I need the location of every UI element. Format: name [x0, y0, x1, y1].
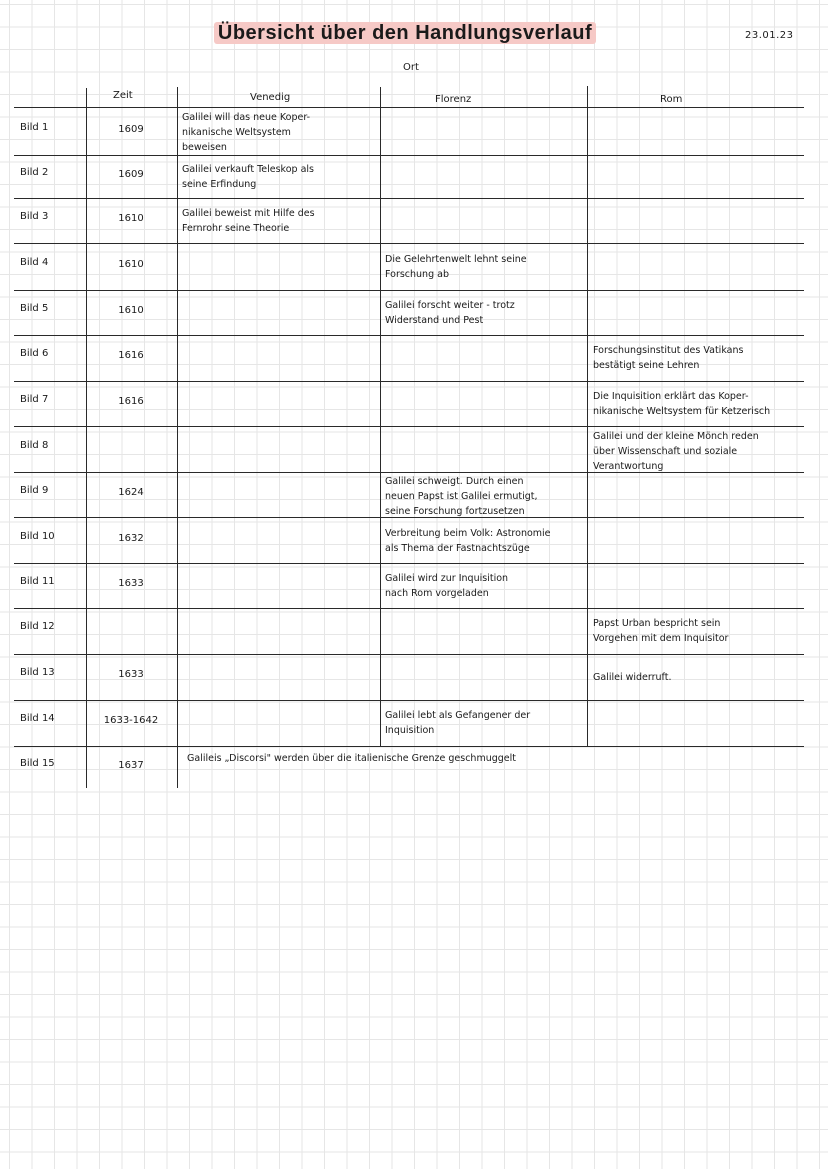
- row-divider: [14, 746, 804, 747]
- page-title: Übersicht über den Handlungsverlauf: [200, 18, 610, 48]
- row-bild-label: Bild 2: [20, 166, 49, 178]
- column-divider: [587, 86, 588, 746]
- row-bild-label: Bild 6: [20, 348, 49, 359]
- header-rom: Rom: [660, 94, 683, 105]
- row-cell-florenz: Verbreitung beim Volk: Astronomie als Thema der Fastnachtszüge: [385, 527, 551, 554]
- row-zeit: 1637: [118, 760, 144, 771]
- row-bild-label: Bild 14: [20, 713, 55, 724]
- row-divider: [14, 198, 804, 199]
- column-divider: [177, 87, 178, 788]
- row-divider: [14, 700, 804, 701]
- row-divider: [14, 563, 804, 564]
- header-venedig: Venedig: [250, 92, 291, 103]
- row-cell-florenz: Galilei forscht weiter - trotz Widerstand und Pest: [385, 299, 515, 326]
- row-divider: [14, 381, 804, 382]
- row-divider: [14, 335, 804, 336]
- row-bild-label: Bild 5: [20, 302, 49, 314]
- column-divider: [380, 87, 381, 746]
- row-bild-label: Bild 4: [20, 257, 49, 268]
- row-cell-florenz: Galilei lebt als Gefangener der Inquisition: [385, 710, 531, 736]
- row-bild-label: Bild 9: [20, 485, 49, 496]
- row-zeit: 1609: [118, 168, 144, 180]
- row-zeit: 1633: [118, 577, 144, 589]
- row-cell-rom: Galilei widerruft.: [593, 671, 672, 683]
- row-divider: [14, 654, 804, 655]
- row-zeit: 1610: [118, 213, 144, 224]
- row-bild-label: Bild 7: [20, 394, 49, 405]
- ort-label: Ort: [403, 62, 419, 73]
- header-zeit: Zeit: [113, 90, 133, 101]
- row-zeit: 1633: [118, 669, 144, 680]
- row-cell-florenz: Galilei schweigt. Durch einen neuen Papst ist Galilei ermutigt, seine Forschung fortzusetzen: [385, 476, 538, 517]
- row-zeit: 1632: [118, 532, 144, 544]
- date-label: 23.01.23: [745, 30, 794, 41]
- row-divider: [14, 155, 804, 156]
- row-divider: [14, 290, 804, 291]
- row-cell-venedig: Galileis „Discorsi" werden über die italienische Grenze geschmuggelt: [187, 753, 517, 764]
- row-bild-label: Bild 8: [20, 439, 49, 451]
- row-zeit: 1616: [118, 396, 144, 407]
- row-zeit: 1610: [118, 304, 144, 316]
- row-cell-rom: Galilei und der kleine Mönch reden über Wissenschaft und soziale Verantwortung: [593, 431, 759, 472]
- row-zeit: 1624: [118, 487, 144, 498]
- row-cell-rom: Papst Urban bespricht sein Vorgehen mit dem Inquisitor: [593, 618, 729, 644]
- row-cell-rom: Die Inquisition erklärt das Koper- nikanische Weltsystem für Ketzerisch: [593, 391, 771, 417]
- row-cell-venedig: Galilei will das neue Koper- nikanische Weltsystem beweisen: [182, 112, 311, 153]
- row-divider: [14, 107, 804, 108]
- row-cell-florenz: Die Gelehrtenwelt lehnt seine Forschung ab: [385, 254, 527, 280]
- row-bild-label: Bild 12: [20, 621, 55, 632]
- row-cell-florenz: Galilei wird zur Inquisition nach Rom vorgeladen: [385, 572, 509, 599]
- row-zeit: 1633-1642: [103, 715, 159, 726]
- row-cell-rom: Forschungsinstitut des Vatikans bestätigt seine Lehren: [593, 345, 744, 371]
- row-cell-venedig: Galilei beweist mit Hilfe des Fernrohr seine Theorie: [182, 208, 315, 234]
- row-zeit: 1609: [118, 123, 144, 135]
- column-divider: [86, 88, 87, 788]
- row-divider: [14, 426, 804, 427]
- row-divider: [14, 243, 804, 244]
- header-florenz: Florenz: [435, 94, 472, 105]
- row-bild-label: Bild 13: [20, 667, 55, 678]
- row-bild-label: Bild 15: [20, 758, 55, 769]
- row-bild-label: Bild 10: [20, 530, 55, 542]
- row-divider: [14, 608, 804, 609]
- row-zeit: 1610: [118, 259, 144, 270]
- row-bild-label: Bild 11: [20, 575, 55, 587]
- row-zeit: 1616: [118, 350, 144, 361]
- row-bild-label: Bild 1: [20, 121, 49, 133]
- row-bild-label: Bild 3: [20, 211, 49, 222]
- row-cell-venedig: Galilei verkauft Teleskop als seine Erfindung: [182, 163, 314, 190]
